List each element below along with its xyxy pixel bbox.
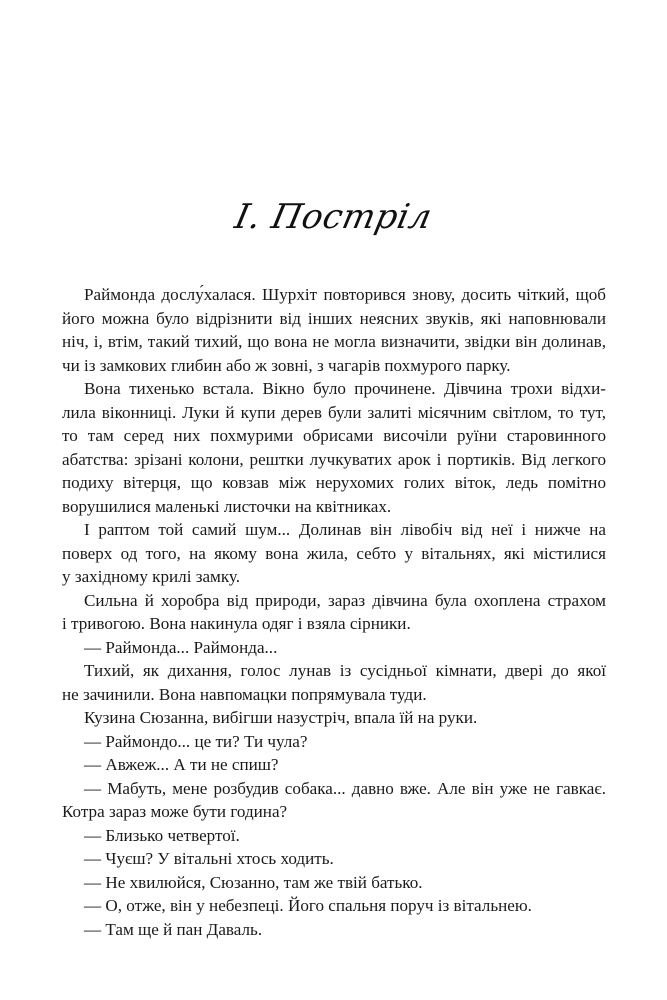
text-line: — Чуєш? У вітальні хтось ходить. <box>84 849 334 868</box>
text-line: у західному крилі замку. <box>62 567 241 586</box>
text-line: Кузина Сюзанна, вибігши назустріч, впала їй на руки. <box>84 708 478 727</box>
text-line: Тихий, як дихання, голос лунав із сусідньої кімнати, двері до якої <box>84 661 606 680</box>
text-line: ніч, і, втім, такий тихий, що вона не могла визначити, звідки він долинав, <box>62 332 606 351</box>
text-line: — Там ще й пан Даваль. <box>84 919 263 939</box>
text-line: і тривогою. Вона накинула одяг і взяла сірники. <box>62 614 411 633</box>
text-line: абатства: зрізані колони, рештки лучкуватих арок і портиків. Від легкого <box>62 449 606 469</box>
text-line: Вона тихенько встала. Вікно було прочинене. Дівчина трохи відхи- <box>84 379 606 398</box>
text-line: ворушилися маленькі листочки на квітниках. <box>62 496 392 516</box>
text-line: — О, отже, він у небезпеці. Його спальня поруч із вітальнею. <box>84 896 532 915</box>
text-line: то там серед них похмурими обрисами височіли руїни старовинного <box>62 426 606 445</box>
text-line: Раймонда дослу́халася. Шурхіт повторився знову, досить чіткий, щоб <box>84 285 606 304</box>
chapter-title: І. Постріл <box>231 197 436 237</box>
text-line: чи із замкових глибин або ж зовні, з чагарів похмурого парку. <box>62 355 511 375</box>
text-line: його можна було відрізнити від інших неясних звуків, які наповнювали <box>62 308 606 328</box>
text-line: — Не хвилюйся, Сюзанно, там же твій батько. <box>84 872 423 892</box>
text-line: І раптом той самий шум... Долинав він лівобіч від неї і нижче на <box>84 520 606 539</box>
body-text <box>62 283 606 941</box>
text-line: — Раймонда... Раймонда... <box>84 637 278 657</box>
text-line: — Близько четвертої. <box>84 825 240 845</box>
text-line: Котра зараз може бути година? <box>62 802 288 821</box>
text-line: — Раймондо... це ти? Ти чула? <box>84 731 308 751</box>
text-line: — Авжеж... А ти не спиш? <box>84 755 279 774</box>
text-line: поверх од того, на якому вона жила, себто у вітальнях, які містилися <box>62 543 606 563</box>
text-line: не зачинили. Вона навпомацки попрямувала туди. <box>62 684 427 704</box>
text-line: — Мабуть, мене розбудив собака... давно вже. Але він уже не гавкає. <box>84 778 606 798</box>
text-line: лила віконниці. Луки й купи дерев були залиті місячним світлом, то тут, <box>62 402 606 422</box>
text-line: подиху вітерця, що ковзав між нерухомих голих віток, ледь помітно <box>62 473 606 492</box>
text-line: Сильна й хоробра від природи, зараз дівчина була охоплена страхом <box>84 590 606 610</box>
